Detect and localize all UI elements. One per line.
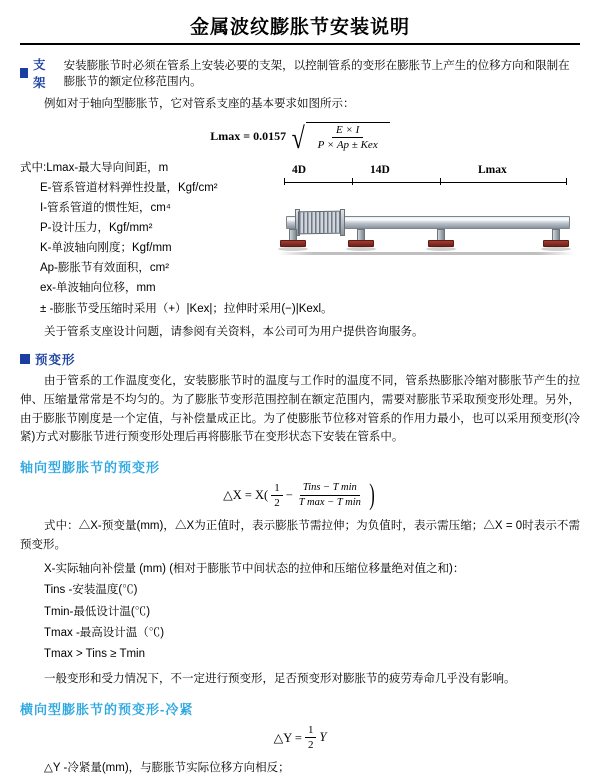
support-base	[280, 240, 306, 247]
axial-equation-fraction	[296, 482, 364, 509]
lateral-coef-numerator: 1	[305, 724, 317, 738]
dim-label-4d: 4D	[292, 163, 307, 176]
support-stem	[357, 229, 365, 241]
support-shadow	[541, 247, 571, 251]
bellow-flange-right-icon	[340, 209, 345, 236]
definition-item: Ap-膨胀节有效面积，cm²	[40, 262, 170, 275]
support-icon	[348, 229, 374, 251]
axial-item: Tmax -最高设计温（℃)	[44, 626, 165, 639]
dim-line-4d	[284, 182, 352, 183]
pipe-assembly	[278, 190, 574, 276]
dim-label-lmax: Lmax	[478, 163, 507, 176]
axial-frac-denominator: T max − T min	[298, 496, 361, 508]
support-para-2: 例如对于轴向型膨胀节，它对管系支座的基本要求如图所示：	[44, 98, 355, 110]
axial-equation-rparen: )	[369, 478, 375, 512]
support-shadow	[278, 247, 308, 251]
axial-item: Tmin-最低设计温(℃)	[44, 605, 151, 618]
expansion-joint-diagram	[278, 164, 574, 276]
section-heading-predeform	[20, 350, 580, 368]
support-icon	[543, 229, 569, 251]
support-stem	[289, 229, 297, 241]
axial-note: 一般变形和受力情况下，不一定进行预变形，足否预变形对膨胀节的疲劳寿命几乎没有影响。	[44, 672, 516, 685]
axial-equation-coefficient	[271, 482, 283, 509]
lateral-equation	[20, 724, 580, 751]
definitions-and-diagram	[20, 158, 580, 319]
section-heading-predeform-label: 预变形	[35, 353, 76, 368]
support-icon	[428, 229, 454, 251]
definition-item: K-单波轴向刚度；Kgf/mm	[40, 242, 172, 255]
axial-coef-numerator: 1	[271, 482, 283, 496]
support-icon	[280, 229, 306, 251]
subsection-heading-lateral: 横向型膨胀节的预变形-冷紧	[20, 702, 194, 718]
section-heading-support-label: 支架	[33, 58, 47, 90]
lmax-formula	[20, 121, 580, 155]
predeform-para-1: 由于管系的工作温度变化，安装膨胀节时的温度与工作时的温度不同，管系热膨胀冷缩对膨胀节产生的拉伸、压缩量常常是不均匀的。为了膨胀节变形范围控制在额定范围内，需要对膨胀节采取预变形处理。另外，由于膨胀节刚度是一个定值，与补偿量成正比。为了使膨胀节位移对管系的作用力最小，也可以采用预变形(冷紧)方式对膨胀节进行预变形处理后再将膨胀节在变形状态下安装在管系中。	[20, 375, 580, 444]
support-base	[543, 240, 569, 247]
axial-equation-minus: −	[285, 487, 293, 502]
support-stem	[552, 229, 560, 241]
section-heading-support	[20, 55, 580, 91]
support-stem	[437, 229, 445, 241]
subsection-heading-axial: 轴向型膨胀节的预变形	[20, 459, 161, 475]
axial-coef-denominator: 2	[274, 496, 280, 509]
lateral-equation-rhs: Y	[319, 730, 327, 745]
lateral-where: △Y -冷紧量(mm)，与膨胀节实际位移方向相反；	[44, 762, 290, 775]
lmax-denominator: P × Ap ± Kex	[317, 138, 378, 151]
definition-item: I-管系管道的惯性矩，cm⁴	[40, 201, 171, 214]
page-title: 金属波纹膨胀节安装说明	[189, 17, 410, 38]
document-page	[0, 12, 600, 775]
definition-item: ex-单波轴向位移，mm	[40, 282, 156, 295]
dim-label-14d: 14D	[370, 163, 390, 176]
support-para-1: 安装膨胀节时必须在管系上安装必要的支架，以控制管系的变形在膨胀节上产生的位移方向和限制在膨胀节的额定位移范围内。	[63, 60, 570, 88]
bullet-square-icon	[20, 68, 28, 78]
lmax-formula-lhs: Lmax = 0.0157	[210, 129, 287, 144]
document-body	[0, 55, 600, 779]
support-shadow	[426, 247, 456, 251]
axial-item: X-实际轴向补偿量 (mm) (相对于膨胀节中间状态的拉伸和压缩位移量绝对值之和)：	[44, 563, 465, 576]
definition-item: E-管系管道材料弹性投量，Kgf/cm²	[40, 181, 218, 194]
lmax-formula-sqrt	[290, 121, 390, 155]
lmax-numerator: E × I	[332, 124, 363, 138]
support-base	[428, 240, 454, 247]
diagram-column	[276, 158, 580, 276]
diagram-dimensions	[278, 164, 574, 190]
definition-item: P-设计压力，Kgf/mm²	[40, 222, 153, 234]
axial-equation-lhs: △X = X(	[223, 488, 269, 503]
ground-line	[278, 252, 574, 255]
support-closing-para: 关于管系支座设计问题，请参阅有关资料，本公司可为用户提供咨询服务。	[44, 325, 424, 338]
dim-line-lmax	[440, 182, 566, 183]
axial-equation	[20, 478, 580, 512]
axial-item: Tmax > Tins ≥ Tmin	[44, 648, 145, 661]
lateral-equation-coefficient	[305, 724, 317, 751]
lateral-coef-denominator: 2	[307, 739, 314, 752]
bullet-square-icon	[20, 354, 30, 364]
radical-icon: √	[291, 121, 305, 155]
support-base	[348, 240, 374, 247]
definition-item: 式中:Lmax-最大导向间距，m	[20, 161, 169, 174]
axial-item: Tins -安装温度(℃)	[44, 584, 138, 597]
axial-frac-numerator: Tins − T min	[300, 482, 360, 496]
support-shadow	[346, 247, 376, 251]
dim-tick	[566, 178, 567, 185]
dim-line-14d	[352, 182, 440, 183]
axial-where-intro: 式中：△X-预变量(mm)，△X为正值时，表示膨胀节需拉伸；为负值时，表示需压缩；△X = 0时表示不需预变形。	[20, 519, 580, 551]
definition-item: ± -膨胀节受压缩时采用（+）|Kex|；拉伸时采用(−)|Kexl。	[40, 302, 333, 315]
lateral-equation-lhs: △Y =	[273, 730, 302, 745]
title-divider	[20, 43, 580, 45]
lmax-fraction	[306, 122, 390, 152]
